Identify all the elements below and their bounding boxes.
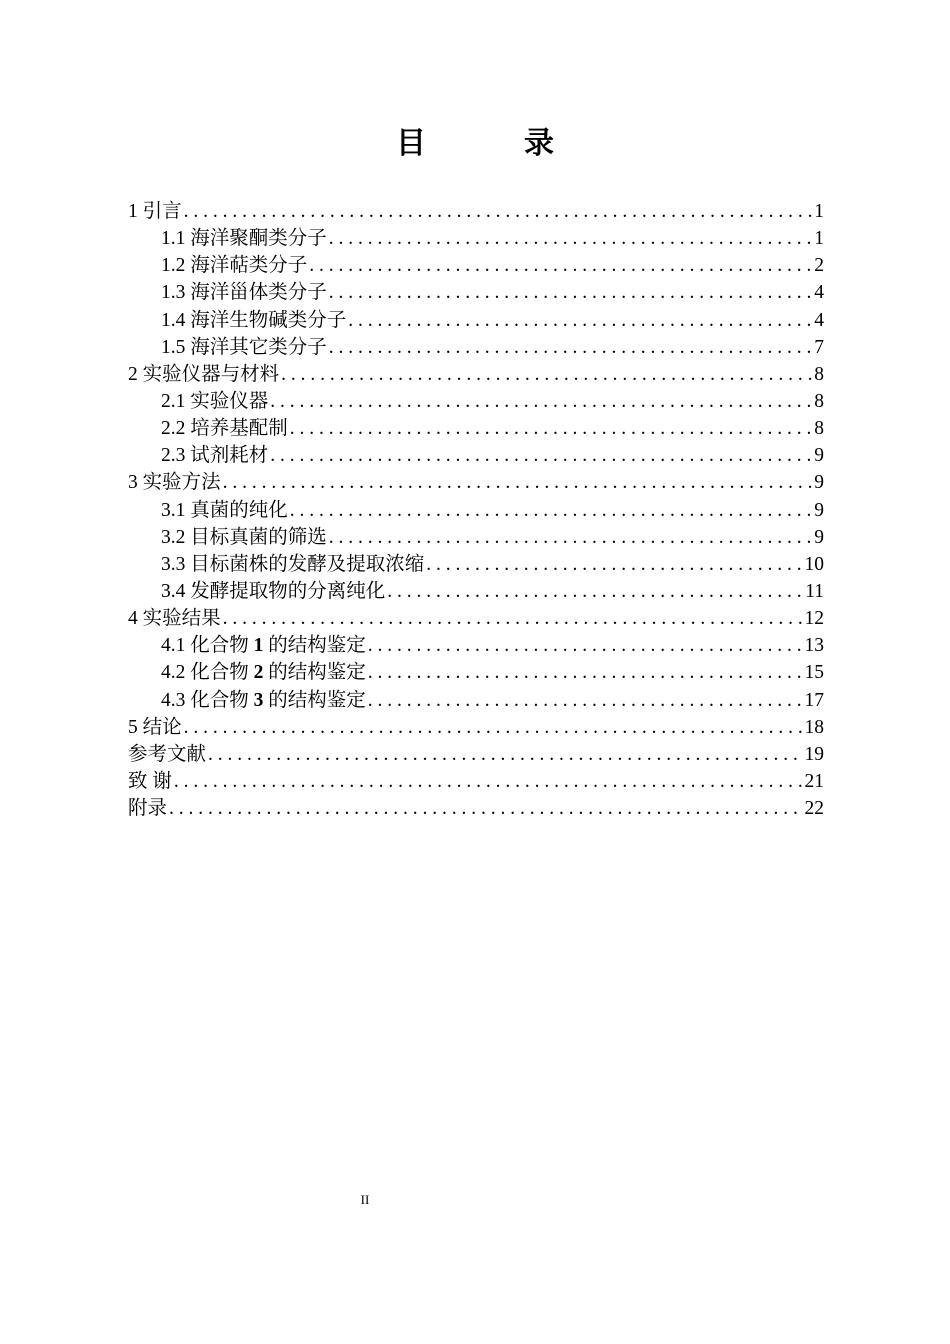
toc-entry-label: 2 实验仪器与材料	[128, 363, 280, 385]
toc-dot-leader	[270, 388, 812, 415]
toc-entry[interactable]	[128, 198, 824, 225]
toc-entry[interactable]	[128, 551, 824, 578]
toc-dot-leader	[368, 659, 803, 686]
toc-entry[interactable]	[128, 524, 824, 551]
toc-dot-leader	[290, 497, 812, 524]
toc-entry-page: 1	[814, 201, 824, 222]
toc-entry-label: 3.4 发酵提取物的分离纯化	[161, 580, 386, 602]
toc-entry-label: 1.4 海洋生物碱类分子	[161, 309, 347, 331]
toc-entry-page: 4	[814, 282, 824, 304]
toc-label-prefix: 4.2 化合物	[161, 662, 254, 684]
toc-entry[interactable]	[128, 252, 824, 279]
toc-entry[interactable]	[128, 307, 824, 334]
table-of-contents	[128, 198, 824, 822]
toc-entry-label: 1.5 海洋其它类分子	[161, 336, 327, 358]
toc-dot-leader	[184, 714, 803, 741]
toc-dot-leader	[174, 768, 803, 795]
toc-entry-page: 4	[814, 309, 824, 331]
toc-entry-label: 3.2 目标真菌的筛选	[161, 526, 327, 548]
toc-dot-leader	[309, 252, 812, 279]
toc-entry[interactable]	[128, 497, 824, 524]
toc-entry[interactable]	[128, 795, 824, 822]
toc-dot-leader	[281, 361, 812, 388]
toc-entry-label: 参考文献	[128, 743, 207, 765]
toc-entry-label: 1.1 海洋聚酮类分子	[161, 228, 327, 250]
toc-entry-label	[161, 687, 366, 714]
toc-entry[interactable]	[128, 605, 824, 632]
toc-entry-label: 3.1 真菌的纯化	[161, 499, 288, 521]
toc-dot-leader	[426, 551, 802, 578]
toc-dot-leader	[270, 442, 812, 469]
toc-entry[interactable]	[128, 714, 824, 741]
toc-dot-leader	[368, 632, 803, 659]
toc-entry-page: 9	[814, 526, 824, 548]
toc-dot-leader	[329, 225, 812, 252]
toc-entry[interactable]	[128, 225, 824, 252]
toc-label-suffix: 的结构鉴定	[263, 635, 366, 657]
toc-entry-page: 13	[804, 635, 824, 657]
toc-label-prefix: 4.1 化合物	[161, 635, 254, 657]
toc-entry-page: 9	[814, 499, 824, 521]
toc-entry[interactable]	[128, 578, 824, 605]
toc-entry[interactable]	[128, 334, 824, 361]
compound-number: 3	[253, 689, 264, 711]
compound-number: 1	[253, 635, 264, 657]
toc-dot-leader	[169, 795, 802, 822]
toc-dot-leader	[329, 524, 812, 551]
toc-entry-page: 1	[814, 228, 824, 250]
toc-entry-label: 附录	[128, 798, 168, 820]
toc-entry[interactable]	[128, 469, 824, 496]
toc-entry-label: 1.3 海洋甾体类分子	[161, 282, 327, 304]
toc-label-prefix: 4.3 化合物	[161, 689, 254, 711]
toc-entry[interactable]	[128, 442, 824, 469]
toc-entry-label	[161, 659, 366, 686]
toc-entry[interactable]	[128, 659, 824, 686]
toc-entry-label: 5 结论	[128, 716, 182, 738]
compound-number: 2	[253, 662, 264, 684]
toc-entry-page: 9	[814, 472, 824, 494]
toc-dot-leader	[208, 741, 802, 768]
toc-entry-page: 19	[804, 743, 824, 765]
toc-entry-label: 致 谢	[128, 770, 172, 792]
toc-entry-page: 8	[814, 418, 824, 440]
toc-entry-label: 2.1 实验仪器	[161, 390, 269, 412]
toc-entry-label	[161, 632, 366, 659]
toc-dot-leader	[184, 198, 813, 225]
toc-entry-label: 1.2 海洋萜类分子	[161, 255, 308, 277]
toc-dot-leader	[290, 415, 812, 442]
toc-entry-page: 15	[804, 662, 824, 684]
toc-dot-leader	[348, 307, 812, 334]
toc-entry[interactable]	[128, 768, 824, 795]
toc-entry[interactable]	[128, 388, 824, 415]
toc-entry-page: 17	[804, 689, 824, 711]
toc-dot-leader	[223, 605, 803, 632]
toc-entry-page: 22	[804, 798, 824, 820]
toc-entry-label: 3 实验方法	[128, 472, 221, 494]
toc-entry-page: 9	[814, 445, 824, 467]
toc-entry-page: 8	[814, 363, 824, 385]
toc-dot-leader	[387, 578, 803, 605]
toc-dot-leader	[329, 334, 812, 361]
toc-entry-page: 8	[814, 390, 824, 412]
toc-entry[interactable]	[128, 741, 824, 768]
toc-label-suffix: 的结构鉴定	[263, 662, 366, 684]
toc-entry-page: 10	[804, 553, 824, 575]
toc-entry[interactable]	[128, 632, 824, 659]
toc-title: 目 录	[396, 127, 588, 160]
toc-entry[interactable]	[128, 361, 824, 388]
toc-entry-page: 12	[804, 608, 824, 630]
toc-entry-label: 1 引言	[128, 201, 182, 222]
toc-entry[interactable]	[128, 279, 824, 306]
toc-label-suffix: 的结构鉴定	[263, 689, 366, 711]
toc-entry[interactable]	[128, 687, 824, 714]
toc-dot-leader	[223, 469, 813, 496]
toc-dot-leader	[329, 279, 812, 306]
toc-entry-page: 21	[804, 770, 824, 792]
toc-entry-page: 7	[814, 336, 824, 358]
toc-entry-label: 4 实验结果	[128, 608, 221, 630]
toc-entry-page: 18	[804, 716, 824, 738]
page-number: II	[360, 1192, 370, 1207]
toc-dot-leader	[368, 687, 803, 714]
toc-entry-label: 2.2 培养基配制	[161, 418, 288, 440]
toc-entry[interactable]	[128, 415, 824, 442]
toc-entry-page: 11	[805, 580, 824, 602]
toc-entry-label: 3.3 目标菌株的发酵及提取浓缩	[161, 553, 425, 575]
toc-entry-label: 2.3 试剂耗材	[161, 445, 269, 467]
toc-entry-page: 2	[814, 255, 824, 277]
